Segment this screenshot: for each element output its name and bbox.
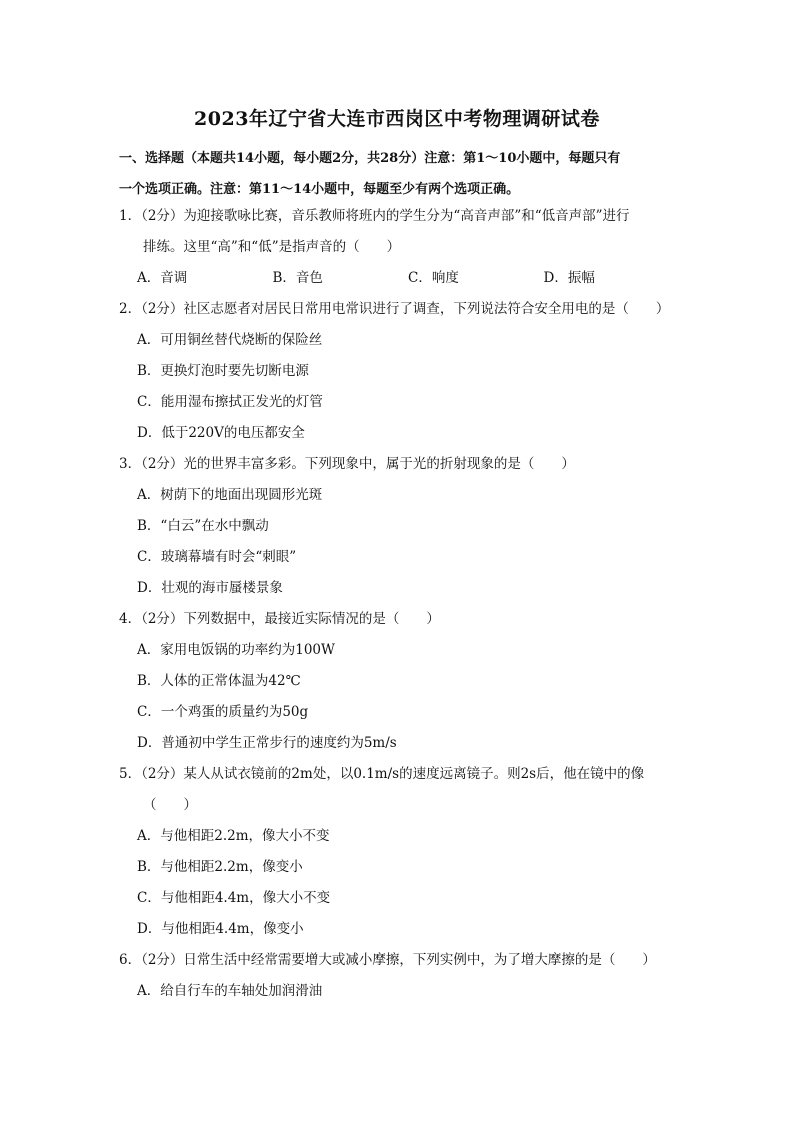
option: D．普通初中学生正常步行的速度约为5m/s (137, 735, 397, 751)
section-instructions-line: 一个选项正确。注意：第11～14小题中，每题至少有两个选项正确。 (119, 182, 520, 197)
option: C．一个鸡蛋的质量约为50g (137, 704, 309, 720)
option: B．更换灯泡时要先切断电源 (137, 363, 309, 379)
question-2 (119, 294, 679, 449)
page-title: 2023年辽宁省大连市西岗区中考物理调研试卷 (194, 108, 600, 130)
option: A．音调 (137, 270, 188, 286)
question-5 (119, 759, 679, 945)
question-1 (119, 201, 679, 294)
option: D．振幅 (543, 270, 595, 286)
option: A．与他相距2.2m，像大小不变 (137, 828, 330, 844)
question-stem: 3．（2分）光的世界丰富多彩。下列现象中，属于光的折射现象的是（ ） (119, 456, 575, 472)
question-stem: 4．（2分）下列数据中，最接近实际情况的是（ ） (119, 611, 440, 627)
question-stem: 2．（2分）社区志愿者对居民日常用电常识进行了调查，下列说法符合安全用电的是（ ） (119, 301, 670, 317)
option: A．给自行车的车轴处加润滑油 (137, 983, 323, 999)
option: C．响度 (408, 270, 459, 286)
option: B．“白云”在水中飘动 (137, 518, 269, 534)
option: A．可用铜丝替代烧断的保险丝 (137, 332, 323, 348)
option: A．家用电饭锅的功率约为100W (137, 642, 335, 658)
option: D．低于220V的电压都安全 (137, 425, 305, 441)
option: D．壮观的海市蜃楼景象 (137, 580, 283, 596)
question-list (119, 201, 679, 1007)
question-4 (119, 604, 679, 759)
question-stem: （ ） (143, 797, 197, 813)
option: B．人体的正常体温为42℃ (137, 673, 301, 689)
question-6 (119, 945, 679, 1007)
option: A．树荫下的地面出现圆形光斑 (137, 487, 323, 503)
question-3 (119, 449, 679, 604)
option: C．与他相距4.4m，像大小不变 (137, 890, 331, 906)
question-stem: 1．（2分）为迎接歌咏比赛，音乐教师将班内的学生分为“高音声部”和“低音声部”进行 (119, 208, 630, 224)
question-stem: 5．（2分）某人从试衣镜前的2m处，以0.1m/s的速度远离镜子。则2s后，他在镜中的像 (119, 766, 645, 782)
option-row (119, 263, 679, 294)
section-instructions (119, 143, 679, 205)
option: B．音色 (272, 270, 323, 286)
section-instructions-line: 一、选择题（本题共14小题，每小题2分，共28分）注意：第1～10小题中，每题只有 (119, 151, 621, 166)
option: B．与他相距2.2m，像变小 (137, 859, 303, 875)
question-stem: 6．（2分）日常生活中经常需要增大或减小摩擦，下列实例中，为了增大摩擦的是（ ） (119, 952, 656, 968)
question-stem: 排练。这里“高”和“低”是指声音的（ ） (143, 239, 401, 255)
option: C．玻璃幕墙有时会“刺眼” (137, 549, 297, 565)
option: C．能用湿布擦拭正发光的灯管 (137, 394, 323, 410)
option: D．与他相距4.4m，像变小 (137, 921, 304, 937)
